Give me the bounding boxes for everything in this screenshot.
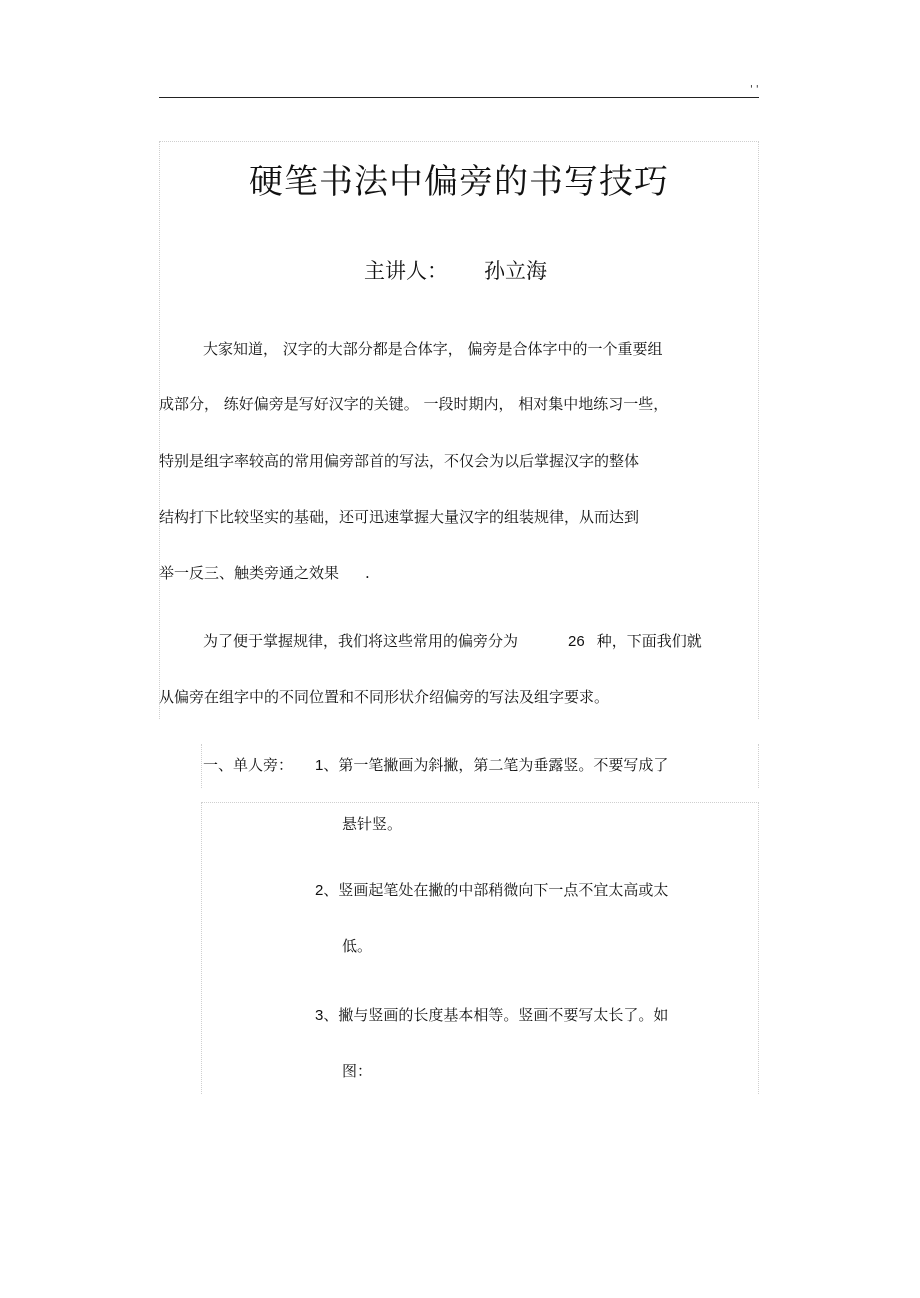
intro-line [203,630,702,653]
rule-text-continued: 低。 [342,937,373,955]
intro-line: 结构打下比较坚实的基础，还可迅速掌握大量汉字的组装规律，从而达到 [159,508,640,526]
rule-item [315,1004,668,1027]
intro-period: . [365,564,370,582]
speaker-name: 孙立海 [484,259,547,283]
header-rule [159,97,759,98]
rule-number: 2 [315,882,324,899]
intro-line: 特别是组字率较高的常用偏旁部首的写法，不仅会为以后掌握汉字的整体 [159,452,640,470]
rule-text-continued: 图： [342,1062,373,1080]
intro-line-text: 为了便于掌握规律，我们将这些常用的偏旁分为 [203,632,519,650]
rule-text: 、撇与竖画的长度基本相等。竖画不要写太长了。如 [323,1006,669,1024]
intro-line [159,562,370,584]
rule-item [315,879,668,902]
speaker-label: 主讲人： [364,259,448,283]
document-title: 硬笔书法中偏旁的书写技巧 [249,162,669,202]
rule-text: 、第一笔撇画为斜撇，第二笔为垂露竖。不要写成了 [323,756,669,774]
rule-item [315,754,668,777]
rule-text: 、竖画起笔处在撇的中部稍微向下一点不宜太高或太 [323,881,669,899]
intro-line: 大家知道， 汉字的大部分都是合体字， 偏旁是合体字中的一个重要组 [203,340,663,358]
section-body-frame [201,802,759,1094]
section-heading: 一、单人旁： [203,756,294,774]
header-mark: ' ' [750,84,759,95]
intro-line: 成部分， 练好偏旁是写好汉字的关键。 一段时期内， 相对集中地练习一些， [159,395,669,413]
rule-text-continued: 悬针竖。 [342,815,403,833]
rule-number: 1 [315,757,324,774]
intro-line: 从偏旁在组字中的不同位置和不同形状介绍偏旁的写法及组字要求。 [159,688,610,706]
radical-count: 26 [568,633,585,650]
rule-number: 3 [315,1007,324,1024]
intro-line-text: 种，下面我们就 [596,632,702,650]
intro-line-text: 举一反三、触类旁通之效果 [159,564,340,582]
